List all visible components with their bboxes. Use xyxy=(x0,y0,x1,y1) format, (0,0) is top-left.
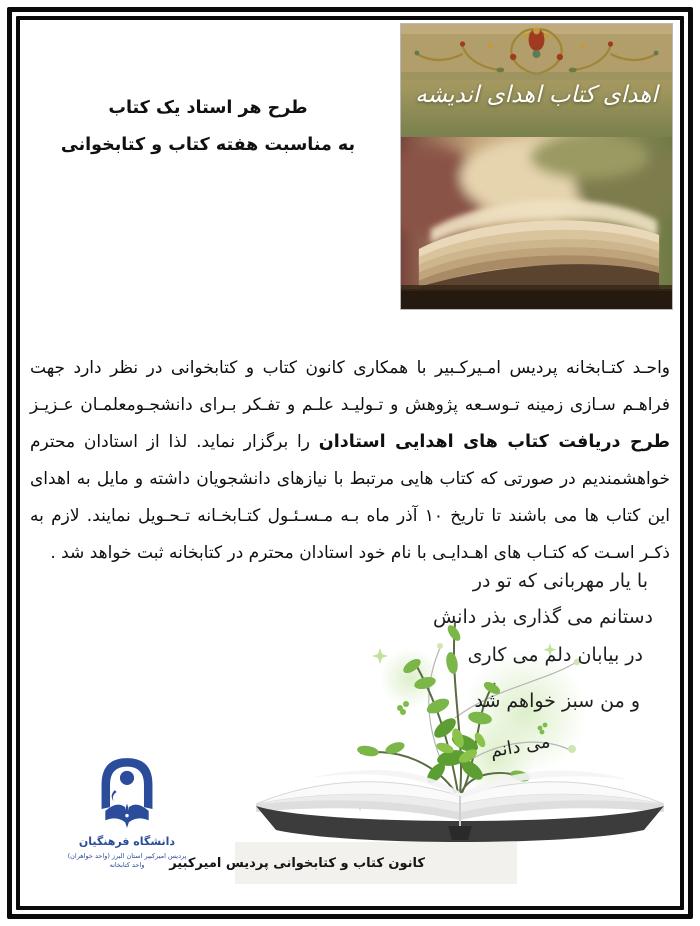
paragraph-part-1: واحـد کتـابخانه پردیس امـیرکـبیر با همکاری کانون کتاب و کتابخوانی در نظر دارد جهت فراهـم سـازی زمینه تـوسـعه پژوهش و تـولیـد علـم و تفـکر بـرای دانشجـومعلمـان عـزیـز xyxy=(30,358,670,415)
logo-unit-line: واحد کتابخانه xyxy=(109,861,145,869)
bottom-caption: کانون کتاب و کتابخوانی پردیس امیرکبیر xyxy=(169,856,425,871)
poem-line-5: می دانم xyxy=(488,730,552,763)
banner-calligraphy-text: اهدای کتاب اهدای اندیشه xyxy=(415,82,658,108)
banner-image xyxy=(400,23,673,310)
poem-line-2: دستانم می گذاری بذر دانش xyxy=(432,606,653,628)
farhangian-university-logo-icon xyxy=(94,752,160,834)
title-line-2: به مناسبت هفته کتاب و کتابخوانی xyxy=(60,135,356,155)
logo-university-name: دانشگاه فرهنگیان xyxy=(78,835,176,848)
open-book-photo xyxy=(401,137,672,309)
book-plant-illustration xyxy=(240,588,670,868)
poem-line-1: با یار مهربانی که تو در xyxy=(472,570,648,592)
logo-campus-line: پردیس امیرکبیر استان البرز (واحد خواهران) xyxy=(67,852,187,860)
floral-ornament xyxy=(401,24,672,80)
poem-line-4: و من سبز خواهم شد xyxy=(474,690,640,712)
paragraph-part-2: را برگزار نماید. لذا از استادان محترم خواهشمندیم در صورتی که کتاب هایی مرتبط با نیازهای دانشجویان داشته و مایل به اهدای این کتاب ها می باشند تا تاریخ ۱۰ آذر ماه بـه مـسـئـول کتـابخـانه تـحـویل نمایند. لازم به ذکـر اسـت که کتـاب های اهـدایـی با نام خود استادان محترم در کتابخانه ثبت خواهد شد . xyxy=(30,432,670,563)
paragraph-bold-plan-name: طرح دریافت کتاب های اهدایی استادان xyxy=(318,432,670,452)
poem-line-3: در بیابان دلم می کاری xyxy=(467,644,643,666)
title-line-1: طرح هر استاد یک کتاب xyxy=(108,98,308,118)
page-title xyxy=(28,90,388,164)
university-logo-block xyxy=(52,752,202,869)
announcement-paragraph xyxy=(30,350,670,572)
